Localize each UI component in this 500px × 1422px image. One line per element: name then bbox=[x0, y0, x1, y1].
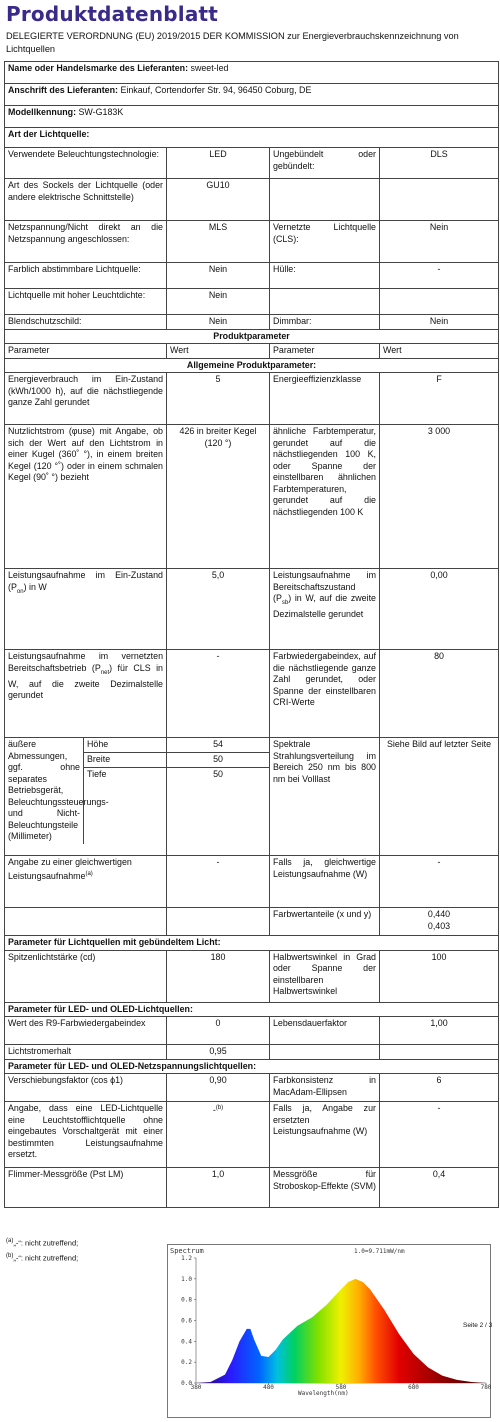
label-text: Leistungsaufnahme im Ein-Zustand (P bbox=[8, 570, 163, 592]
param-value: LED bbox=[167, 148, 270, 179]
param-value: 426 in breiter Kegel (120 °) bbox=[167, 425, 270, 569]
param-value: 1,0 bbox=[167, 1168, 270, 1208]
param-label: Falls ja, Angabe zur ersetzten Leistungsaufnahme (W) bbox=[270, 1102, 380, 1168]
table-row bbox=[5, 148, 499, 179]
param-label: ähnliche Farbtemperatur, gerundet auf die nächstliegenden 100 K, oder Spanne der einstellbaren ähnlichen Farbtemperaturen, gerundet auf die nächstliegenden 100 K bbox=[270, 425, 380, 569]
footnote-marker: (b) bbox=[215, 1105, 224, 1111]
param-label bbox=[5, 650, 167, 738]
param-label: Farbwiedergabeindex, auf die nächstliegende ganze Zahl gerundet, oder Spanne der einstellbaren CRI-Werte bbox=[270, 650, 380, 738]
empty-cell bbox=[167, 908, 270, 936]
param-value: - bbox=[380, 856, 499, 908]
address-row bbox=[5, 84, 499, 106]
empty-cell bbox=[270, 179, 380, 221]
param-label: Verwendete Beleuchtungstechnologie: bbox=[5, 148, 167, 179]
table-row bbox=[5, 425, 499, 569]
param-label: Spektrale Strahlungsverteilung im Bereich 250 nm bis 800 nm bei Volllast bbox=[270, 738, 380, 856]
footnote-marker: (a) bbox=[6, 1238, 14, 1244]
y-tick-label: 0.4 bbox=[181, 1338, 192, 1346]
param-value: - bbox=[167, 856, 270, 908]
dimensions-values bbox=[167, 738, 270, 856]
value-text: - bbox=[212, 1104, 216, 1115]
param-value: 100 bbox=[380, 950, 499, 1002]
table-row bbox=[5, 1017, 499, 1045]
x-tick-label: 380 bbox=[190, 1384, 202, 1391]
x-tick-label: 480 bbox=[263, 1384, 274, 1391]
section-heading bbox=[5, 1059, 499, 1074]
param-value: 6 bbox=[380, 1074, 499, 1102]
dimension-labels bbox=[84, 738, 166, 844]
param-value: F bbox=[380, 373, 499, 425]
column-header: Parameter bbox=[270, 344, 380, 359]
spectrum-chart bbox=[167, 1244, 491, 1418]
table-row bbox=[5, 950, 499, 1002]
table-row bbox=[5, 569, 499, 650]
label-subscript: on bbox=[16, 588, 24, 595]
param-value: 0,00 bbox=[380, 569, 499, 650]
param-value: - bbox=[380, 263, 499, 289]
chart-annotation: 1.0=9.711mW/nm bbox=[354, 1248, 405, 1255]
column-header: Wert bbox=[380, 344, 499, 359]
section-heading bbox=[5, 358, 499, 373]
dimension-label: Breite bbox=[84, 753, 166, 768]
model-value: SW-G183K bbox=[78, 107, 124, 117]
param-value: 0,95 bbox=[167, 1045, 270, 1060]
param-label: Messgröße für Stroboskop-Effekte (SVM) bbox=[270, 1168, 380, 1208]
param-value bbox=[167, 1102, 270, 1168]
address-label: Anschrift des Lieferanten: bbox=[8, 85, 118, 95]
footnotes bbox=[6, 1235, 78, 1264]
param-label: Spitzenlichtstärke (cd) bbox=[5, 950, 167, 1002]
page-title: Produktdatenblatt bbox=[6, 2, 219, 26]
dimension-value: 50 bbox=[167, 753, 269, 768]
x-tick-label: 780 bbox=[480, 1384, 492, 1391]
x-axis-label: Wavelength(nm) bbox=[298, 1390, 349, 1397]
empty-cell bbox=[270, 289, 380, 315]
param-value: 0 bbox=[167, 1017, 270, 1045]
product-data-table bbox=[4, 61, 499, 1208]
param-value: - bbox=[380, 1102, 499, 1168]
y-tick-label: 0.0 bbox=[181, 1380, 192, 1387]
param-value: 0,4 bbox=[380, 1168, 499, 1208]
directional-heading: Parameter für Lichtquellen mit gebündeltem Licht: bbox=[5, 936, 499, 951]
param-value: Nein bbox=[380, 315, 499, 330]
label-subscript: net bbox=[100, 669, 110, 676]
label-text: Leistungsaufnahme im Bereitschaftszustand (P bbox=[273, 570, 376, 603]
param-value: 180 bbox=[167, 950, 270, 1002]
footnote-a bbox=[6, 1235, 78, 1250]
param-label: Verschiebungsfaktor (cos ϕ1) bbox=[5, 1074, 167, 1102]
param-value: Nein bbox=[167, 263, 270, 289]
chroma-x: 0,440 bbox=[427, 909, 451, 919]
param-label: Lichtquelle mit hoher Leuchtdichte: bbox=[5, 289, 167, 315]
param-label: Farblich abstimmbare Lichtquelle: bbox=[5, 263, 167, 289]
param-label: Wert des R9-Farbwiedergabeindex bbox=[5, 1017, 167, 1045]
param-label: Netzspannung/Nicht direkt an die Netzspannung angeschlossen: bbox=[5, 221, 167, 263]
table-row bbox=[5, 1074, 499, 1102]
column-header-row bbox=[5, 344, 499, 359]
y-tick-label: 0.2 bbox=[181, 1359, 192, 1367]
table-row bbox=[5, 908, 499, 936]
table-row bbox=[5, 263, 499, 289]
param-value: 3 000 bbox=[380, 425, 499, 569]
model-row bbox=[5, 106, 499, 128]
empty-cell bbox=[380, 1045, 499, 1060]
mains-heading: Parameter für LED- und OLED-Netzspannungslichtquellen: bbox=[5, 1059, 499, 1074]
dimension-label: Tiefe bbox=[87, 769, 107, 779]
regulation-subtitle: DELEGIERTE VERORDNUNG (EU) 2019/2015 DER KOMMISSION zur Energieverbrauchskennzeichnung von Lichtquellen bbox=[6, 31, 459, 54]
label-text: Leistungsaufnahme im vernetzten Bereitschaftsbetrieb (P bbox=[8, 651, 163, 673]
label-text: ) in W, auf die zweite Dezimalstelle gerundet bbox=[273, 593, 376, 620]
general-params-heading: Allgemeine Produktparameter: bbox=[5, 358, 499, 373]
label-subscript: sb bbox=[281, 599, 289, 606]
table-row bbox=[5, 856, 499, 908]
y-tick-label: 1.2 bbox=[181, 1255, 192, 1262]
section-heading bbox=[5, 936, 499, 951]
empty-cell bbox=[380, 179, 499, 221]
param-label: Lichtstromerhalt bbox=[5, 1045, 167, 1060]
footnote-text: „-“: nicht zutreffend; bbox=[13, 1238, 79, 1248]
led-heading: Parameter für LED- und OLED-Lichtquellen: bbox=[5, 1002, 499, 1017]
table-row bbox=[5, 315, 499, 330]
param-label: Nutzlichtstrom (φuse) mit Angabe, ob sich der Wert auf den Lichtstrom in einer Kugel (360˚ °), in einem breiten Kegel (120 °˚) oder in einem schmalen Kegel (90˚ °) bezieht bbox=[5, 425, 167, 569]
param-label: Dimmbar: bbox=[270, 315, 380, 330]
table-row bbox=[5, 738, 499, 856]
param-value bbox=[380, 908, 499, 936]
column-header: Parameter bbox=[5, 344, 167, 359]
table-row bbox=[5, 179, 499, 221]
table-row bbox=[5, 1102, 499, 1168]
address-value: Einkauf, Cortendorfer Str. 94, 96450 Coburg, DE bbox=[120, 85, 312, 95]
section-heading bbox=[5, 1002, 499, 1017]
param-label: Blendschutzschild: bbox=[5, 315, 167, 330]
table-row bbox=[5, 650, 499, 738]
light-source-type-heading: Art der Lichtquelle: bbox=[5, 128, 499, 148]
empty-cell bbox=[380, 289, 499, 315]
param-value: 5 bbox=[167, 373, 270, 425]
param-value: DLS bbox=[380, 148, 499, 179]
dimension-value: 50 bbox=[213, 769, 223, 779]
footnote-text: „-“: nicht zutreffend; bbox=[13, 1253, 79, 1262]
table-row bbox=[5, 1045, 499, 1060]
footnote-marker: (b) bbox=[6, 1252, 14, 1259]
footnote-marker: (a) bbox=[85, 870, 93, 877]
label-text: ) in W bbox=[23, 581, 47, 592]
param-value: Nein bbox=[167, 315, 270, 330]
param-label: Energieverbrauch im Ein-Zustand (kWh/1000 h), auf die nächstliegende ganze Zahl gerundet bbox=[5, 373, 167, 425]
param-label: Farbwertanteile (x und y) bbox=[270, 908, 380, 936]
chart-title: Spectrum bbox=[170, 1247, 204, 1255]
table-row bbox=[5, 373, 499, 425]
param-label: Falls ja, gleichwertige Leistungsaufnahme (W) bbox=[270, 856, 380, 908]
param-value: - bbox=[167, 650, 270, 738]
param-label: Halbwertswinkel in Grad oder Spanne der einstellbaren Halbwertswinkel bbox=[270, 950, 380, 1002]
y-tick-label: 1.0 bbox=[181, 1275, 192, 1283]
param-value: Nein bbox=[167, 289, 270, 315]
product-params-heading: Produktparameter bbox=[5, 329, 499, 344]
param-label: Hülle: bbox=[270, 263, 380, 289]
x-tick-label: 580 bbox=[335, 1384, 347, 1391]
param-label: Angabe, dass eine LED-Lichtquelle eine Leuchtstofflichtquelle ohne eingebautes Vorschaltgerät mit einer bestimmten Leistungsaufnahme ersetzt. bbox=[5, 1102, 167, 1168]
param-label: Vernetzte Lichtquelle (CLS): bbox=[270, 221, 380, 263]
section-heading bbox=[5, 329, 499, 344]
footnote-b bbox=[6, 1250, 78, 1265]
label-text: Angabe zu einer gleichwertigen Leistungsaufnahme bbox=[8, 857, 132, 881]
y-axis-ticks bbox=[181, 1255, 196, 1387]
y-tick-label: 0.6 bbox=[181, 1317, 192, 1325]
param-value: 0,90 bbox=[167, 1074, 270, 1102]
dimensions-cell bbox=[5, 738, 167, 856]
dimension-label: Höhe bbox=[84, 738, 166, 753]
section-heading bbox=[5, 128, 499, 148]
table-row bbox=[5, 289, 499, 315]
supplier-value: sweet-led bbox=[190, 63, 229, 73]
param-value: Siehe Bild auf letzter Seite bbox=[380, 738, 499, 856]
param-value: 5,0 bbox=[167, 569, 270, 650]
param-label bbox=[5, 856, 167, 908]
param-label bbox=[270, 569, 380, 650]
table-row bbox=[5, 221, 499, 263]
y-tick-label: 0.8 bbox=[181, 1296, 192, 1304]
param-value: 80 bbox=[380, 650, 499, 738]
param-label: Farbkonsistenz in MacAdam-Ellipsen bbox=[270, 1074, 380, 1102]
param-label: Lebensdauerfaktor bbox=[270, 1017, 380, 1045]
param-label: äußere Abmessungen, ggf. ohne separates Betriebsgerät, Beleuchtungssteuerungs- und Nicht-Beleuchtungsteile (Millimeter) bbox=[5, 738, 84, 844]
empty-cell bbox=[270, 1045, 380, 1060]
column-header: Wert bbox=[167, 344, 270, 359]
param-label: Flimmer-Messgröße (Pst LM) bbox=[5, 1168, 167, 1208]
param-label: Energieeffizienzklasse bbox=[270, 373, 380, 425]
param-label: Ungebündelt oder gebündelt: bbox=[270, 148, 380, 179]
param-value: MLS bbox=[167, 221, 270, 263]
page-number: Seite 2 / 3 bbox=[463, 1322, 493, 1329]
label-text: ) für CLS in W, auf die zweite Dezimalstelle gerundet bbox=[8, 662, 163, 701]
supplier-row bbox=[5, 62, 499, 84]
param-value: GU10 bbox=[167, 179, 270, 221]
chroma-y: 0,403 bbox=[427, 920, 451, 931]
model-label: Modellkennung: bbox=[8, 107, 77, 117]
x-tick-label: 680 bbox=[408, 1384, 419, 1391]
supplier-label: Name oder Handelsmarke des Lieferanten: bbox=[8, 63, 189, 73]
param-label: Art des Sockels der Lichtquelle (oder andere elektrische Schnittstelle) bbox=[5, 179, 167, 221]
empty-cell bbox=[5, 908, 167, 936]
param-value: 1,00 bbox=[380, 1017, 499, 1045]
param-label bbox=[5, 569, 167, 650]
spectrum-area bbox=[196, 1279, 486, 1383]
param-value: Nein bbox=[380, 221, 499, 263]
spectrum-svg bbox=[168, 1245, 493, 1417]
dimension-value: 54 bbox=[167, 738, 269, 753]
table-row bbox=[5, 1168, 499, 1208]
